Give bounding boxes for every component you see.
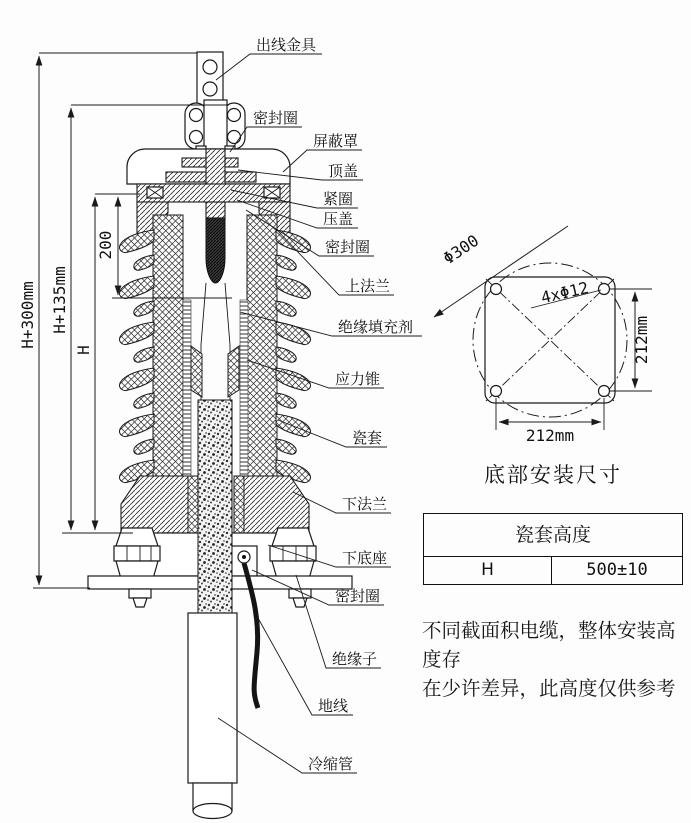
callout-top-cover: 顶盖	[328, 162, 359, 180]
porcelain-wall	[247, 215, 277, 476]
callout-seal-ring-mid: 密封圈	[325, 238, 371, 256]
callout-press-cover: 压盖	[323, 210, 354, 228]
dim-hole-spacing-vertical: 212mm	[632, 315, 651, 365]
dim-overall-height: H+300mm	[18, 281, 37, 349]
cable-core	[198, 400, 232, 615]
note-line-1: 不同截面积电缆，整体安装高度存	[422, 619, 676, 671]
table-cell-param: H	[424, 557, 552, 584]
porcelain-height-table	[423, 513, 683, 585]
mounting-hole	[491, 386, 502, 397]
callout-seal-ring-top: 密封圈	[253, 109, 299, 127]
filler-corrugation	[240, 300, 248, 476]
seal-hole	[228, 131, 241, 144]
dim-base-height: H+135mm	[50, 266, 69, 334]
fitting-hole	[203, 60, 217, 74]
dim-circle-diameter: Φ300	[439, 230, 483, 269]
stress-cone-shape	[228, 346, 239, 397]
termination-cross-section	[88, 52, 352, 819]
mounting-hole	[599, 386, 610, 397]
conductor-taper-lines	[201, 283, 230, 400]
ground-clamp-bolt-center	[242, 555, 246, 559]
lower-flange-shape	[121, 476, 190, 533]
fitting-hole	[203, 82, 217, 96]
stress-cone-shape	[191, 346, 202, 397]
cold-shrink-tube-shape	[188, 613, 237, 783]
table-header: 瓷套高度	[424, 514, 682, 557]
mounting-hole	[491, 284, 502, 295]
callout-ground-wire: 地线	[318, 697, 349, 715]
reference-note	[422, 616, 690, 703]
dim-porcelain-height: H	[74, 345, 93, 355]
note-line-2: 在少许差异，此高度仅供参考	[422, 677, 676, 700]
table-cell-value: 500±10	[586, 560, 648, 580]
callout-stress-cone: 应力锥	[335, 370, 381, 388]
callout-shield-cover: 屏蔽罩	[313, 132, 359, 150]
seal-hole	[190, 131, 203, 144]
seal-hole	[190, 109, 203, 122]
callout-tight-ring: 紧圈	[323, 190, 354, 208]
callout-lower-base: 下底座	[342, 549, 388, 567]
fitting-stem	[204, 100, 227, 149]
conductor-cone	[206, 218, 225, 283]
porcelain-wall-lower	[234, 476, 244, 533]
callout-seal-ring-bottom: 密封圈	[335, 587, 381, 605]
callout-upper-flange: 上法兰	[345, 277, 391, 295]
dim-top-section: 200	[96, 230, 115, 260]
mounting-hole	[599, 284, 610, 295]
callout-insulator: 绝缘子	[332, 650, 378, 668]
dim-holes: 4xΦ12	[539, 277, 591, 308]
dim-hole-spacing-horizontal: 212mm	[525, 426, 575, 445]
mounting-caption: 底部安装尺寸	[484, 463, 622, 487]
callout-outlet-fitting: 出线金具	[256, 36, 317, 54]
table-row	[424, 557, 682, 584]
porcelain-wall-lower	[188, 476, 198, 533]
callout-lower-flange: 下法兰	[342, 495, 388, 513]
porcelain-wall	[153, 215, 183, 476]
callout-cold-shrink-tube: 冷缩管	[308, 755, 354, 773]
cable-end-opening	[193, 804, 232, 819]
filler-corrugation	[183, 300, 191, 476]
lower-flange-shape	[240, 476, 309, 533]
mounting-dimension-figure	[434, 226, 652, 487]
seal-hole	[228, 109, 241, 122]
callout-insulation-filler: 绝缘填充剂	[338, 318, 414, 336]
callout-porcelain-sleeve: 瓷套	[352, 429, 383, 447]
